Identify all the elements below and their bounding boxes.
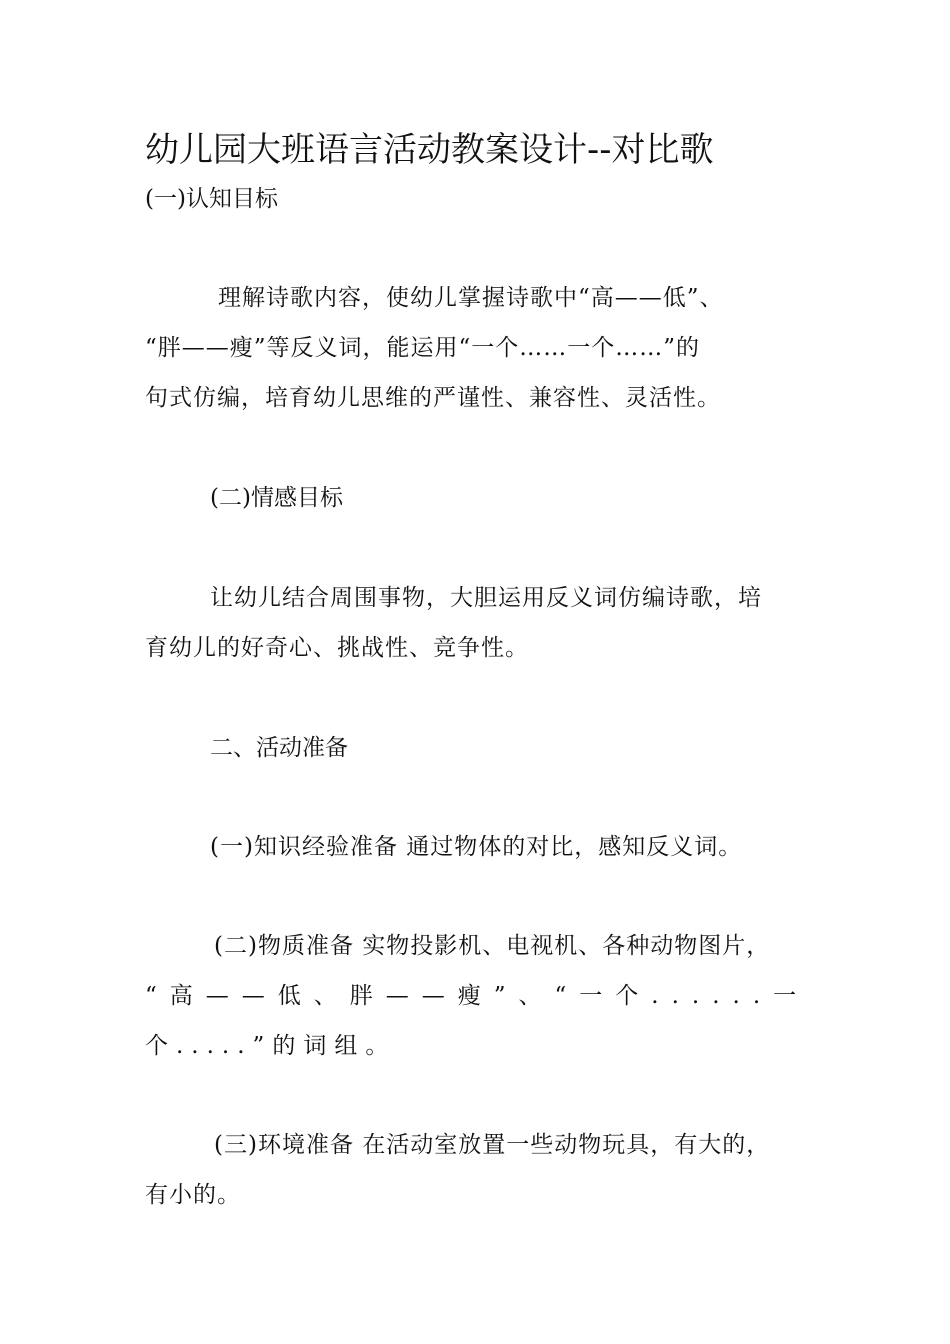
paragraph-line: “胖——瘦”等反义词，能运用“一个……一个……”的 [145, 335, 701, 361]
paragraph-line: 让幼儿结合周围事物，大胆运用反义词仿编诗歌，培 [210, 585, 762, 611]
paragraph-line: 个.....”的词组。 [145, 1033, 397, 1059]
paragraph-line: 有小的。 [145, 1182, 241, 1208]
paragraph-line: 句式仿编，培育幼儿思维的严谨性、兼容性、灵活性。 [145, 385, 721, 411]
paragraph-line: (三)环境准备 在活动室放置一些动物玩具，有大的， [214, 1132, 771, 1158]
paragraph-line: “高——低、胖——瘦”、“一个......一 [145, 983, 810, 1009]
paragraph-line: 育幼儿的好奇心、挑战性、竞争性。 [145, 635, 529, 661]
section-heading-emotional-goal: (二)情感目标 [210, 485, 343, 511]
paragraph-line: (二)物质准备 实物投影机、电视机、各种动物图片， [214, 933, 771, 959]
paragraph-line: 理解诗歌内容，使幼儿掌握诗歌中“高——低”、 [218, 285, 724, 311]
section-heading-activity-preparation: 二、活动准备 [210, 735, 348, 761]
section-heading-cognitive-goal: (一)认知目标 [145, 186, 278, 212]
paragraph-line: (一)知识经验准备 通过物体的对比，感知反义词。 [210, 834, 743, 860]
document-title: 幼儿园大班语言活动教案设计--对比歌 [145, 130, 714, 170]
